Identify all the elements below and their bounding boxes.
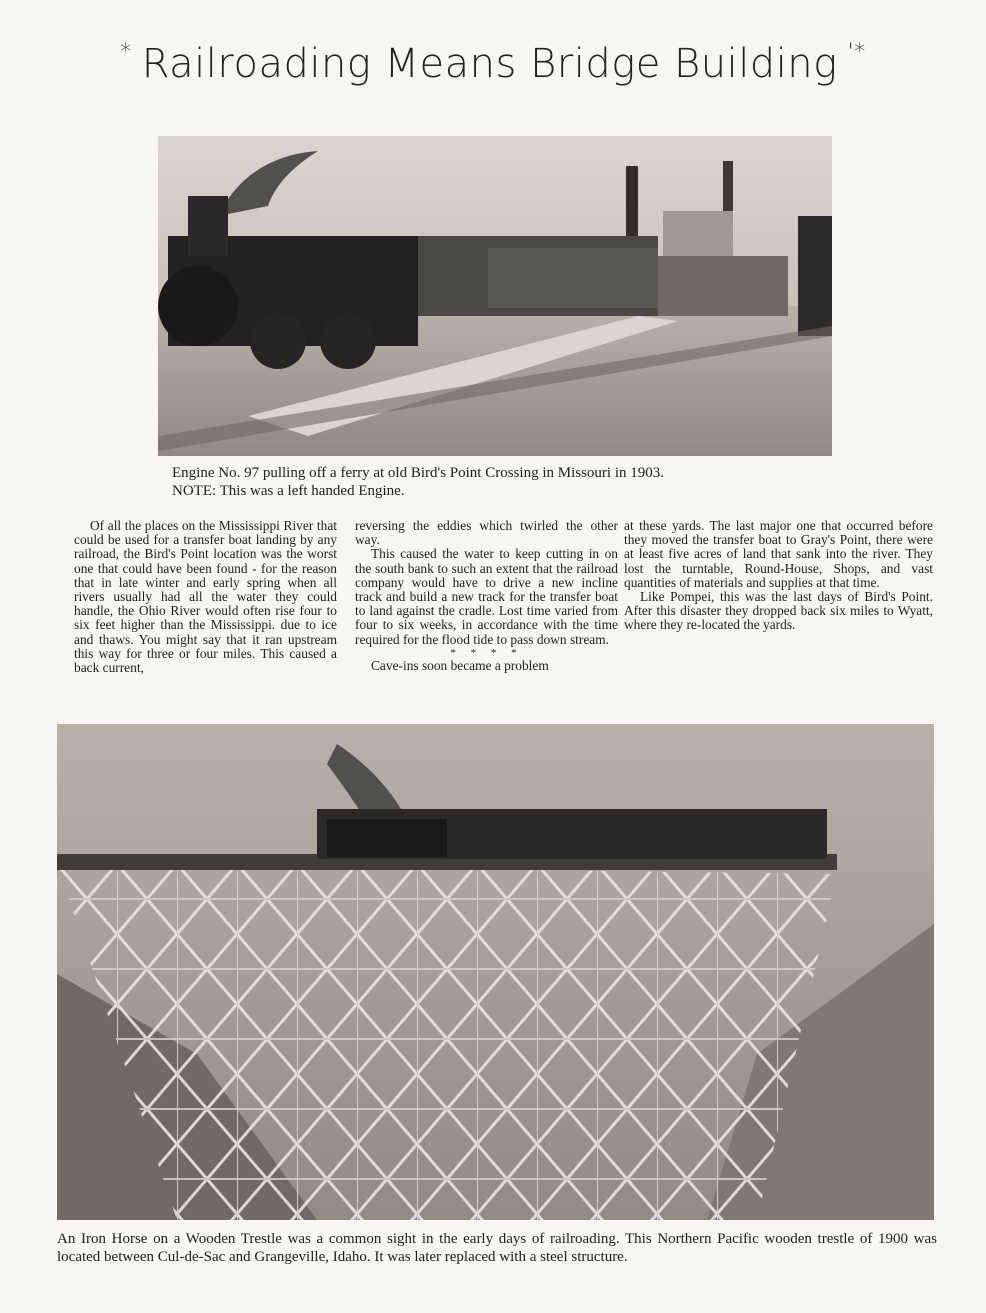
title-left-mark: * [120, 40, 132, 65]
article-column-3 [624, 519, 933, 633]
title-right-mark: '* [847, 40, 866, 65]
title-text: Railroading Means Bridge Building [141, 41, 838, 87]
article-column-2 [355, 519, 618, 673]
column1-paragraph: Of all the places on the Mississippi River that could be used for a transfer boat landing by any railroad, the Bird's Point location was the worst one that could have been found - for the reason that in late winter and early spring when all rivers usually had all the water they could handle, the Ohio River would often rise four to six feet higher than the Mississippi. due to ice and thaws. You might say that it ran upstream this way for three or four miles. This caused a back current, [74, 518, 337, 676]
photo2-caption: An Iron Horse on a Wooden Trestle was a common sight in the early days of railroading. This Northern Pacific wooden trestle of 1900 was located between Cul-de-Sac and Grangeville, Idaho. It was later replaced with a steel structure. [57, 1231, 937, 1265]
wooden-trestle-photo [57, 724, 934, 1220]
column3-paragraph-2: Like Pompei, this was the last days of Bird's Point. After this disaster they dropped back six miles to Wyatt, where they re-located the yards. [624, 589, 933, 633]
section-divider-stars: * * * * [450, 646, 523, 659]
photo1-caption-note: NOTE: This was a left handed Engine. [172, 483, 405, 499]
column2-paragraph-3: Cave-ins soon became a problem [371, 657, 549, 673]
photo1-caption [172, 464, 852, 500]
page-title [0, 40, 986, 87]
column2-paragraph-1: reversing the eddies which twirled the other way. [355, 518, 618, 548]
article-column-1 [74, 519, 337, 675]
column3-paragraph-1: at these yards. The last major one that occurred before they moved the transfer boat to Gray's Point, there were at least five acres of land that sank into the river. They lost the turntable, Round-House, Shops, and vast quantities of materials and supplies at that time. [624, 518, 933, 590]
photo1-caption-line1: Engine No. 97 pulling off a ferry at old Bird's Point Crossing in Missouri in 1903. [172, 465, 664, 481]
column2-paragraph-2: This caused the water to keep cutting in on the south bank to such an extent that the railroad company would have to drive a new incline track and build a new track for the transfer boat to land against the cradle. Lost time varied from four to six weeks, in accordance with the time required for the flood tide to pass down stream. [355, 546, 618, 647]
ferry-locomotive-photo [158, 136, 832, 456]
